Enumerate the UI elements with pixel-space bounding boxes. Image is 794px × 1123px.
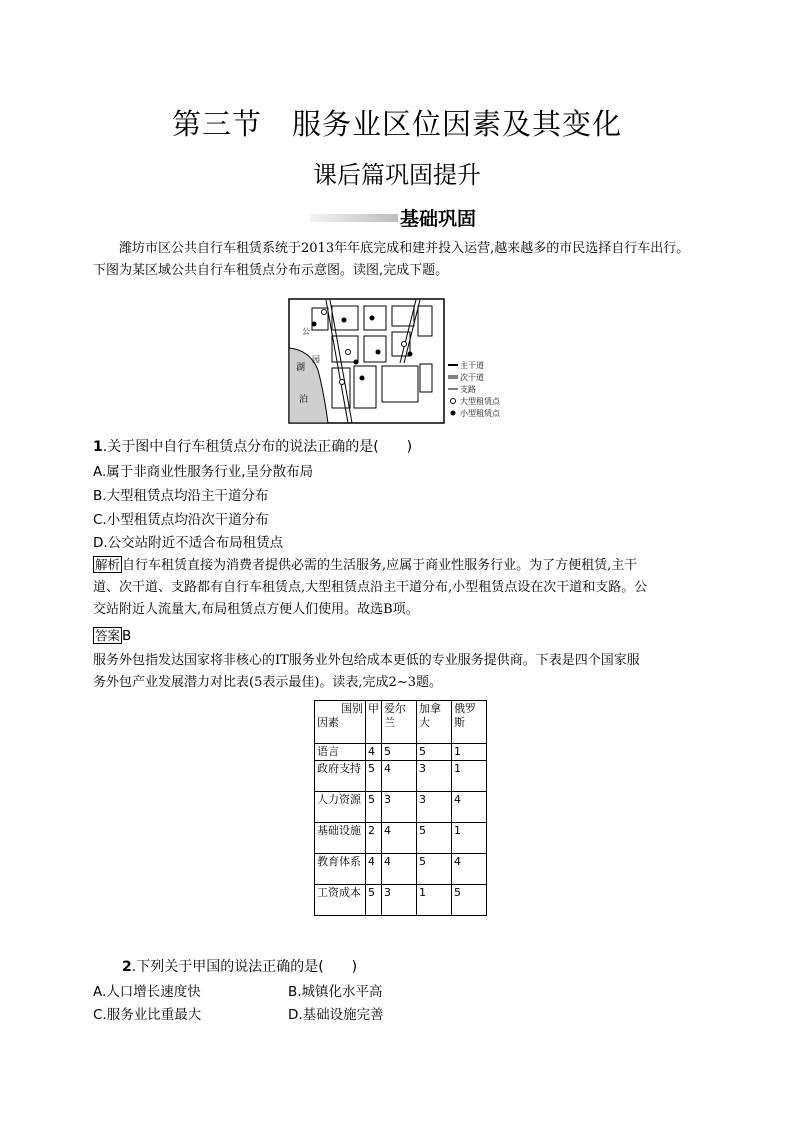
table-corner-cell <box>315 701 366 744</box>
question-1-option-d[interactable]: D.公交站附近不适合布局租赁点 <box>93 535 284 551</box>
table-row <box>315 792 487 823</box>
section-title: 基础巩固 <box>400 208 477 230</box>
question-2-option-b[interactable]: B.城镇化水平高 <box>288 984 383 1000</box>
question-2-stem <box>122 956 357 976</box>
legend-branch-road-label: 支路 <box>460 385 476 394</box>
rental-map <box>288 298 518 426</box>
question-2-option-d[interactable]: D.基础设施完善 <box>288 1007 384 1023</box>
legend-large-station-label: 大型租赁点 <box>460 397 500 406</box>
legend-secondary-road-label: 次干道 <box>460 373 484 382</box>
cell: 5 <box>417 744 452 761</box>
legend-main-road-label: 主干道 <box>460 361 484 370</box>
legend-small-station-label: 小型租赁点 <box>460 409 500 418</box>
row-factor: 语言 <box>315 744 366 761</box>
row-factor: 工资成本 <box>315 885 366 916</box>
row-factor: 人力资源 <box>315 792 366 823</box>
intro-2-line-2: 务外包产业发展潜力对比表(5表示最佳)。读表,完成2~3题。 <box>93 675 442 690</box>
cell: 2 <box>366 823 382 854</box>
analysis-line-3: 交站附近人流量大,布局租赁点方便人们使用。故选B项。 <box>93 602 419 617</box>
question-1-option-c[interactable]: C.小型租赁点均沿次干道分布 <box>93 512 269 528</box>
question-1-answer <box>93 626 131 644</box>
cell: 5 <box>417 854 452 885</box>
analysis-line-1: 自行车租赁直接为消费者提供必需的生活服务,应属于商业性服务行业。为了方便租赁,主干 <box>122 558 638 573</box>
analysis-tag: 解析 <box>95 557 121 572</box>
page-subtitle: 课后篇巩固提升 <box>313 161 481 189</box>
map-legend <box>448 360 501 418</box>
answer-value: B <box>122 628 132 644</box>
cell: 3 <box>417 792 452 823</box>
cell: 4 <box>382 761 417 792</box>
cell: 3 <box>417 761 452 792</box>
table-row <box>315 744 487 761</box>
cell: 1 <box>417 885 452 916</box>
col-header-ireland: 爱尔兰 <box>382 701 417 744</box>
question-1-option-a[interactable]: A.属于非商业性服务行业,呈分散布局 <box>93 464 314 480</box>
header-country-label: 国别 <box>341 702 363 715</box>
page-title: 第三节 服务业区位因素及其变化 <box>171 107 622 141</box>
header-factor-label: 因素 <box>317 716 339 729</box>
intro-2-paragraph <box>93 650 697 694</box>
question-1-analysis <box>93 554 697 621</box>
cell: 4 <box>452 854 487 885</box>
analysis-line-2: 道、次干道、支路都有自行车租赁点,大型租赁点沿主干道分布,小型租赁点设在次干道和支路。公 <box>93 580 648 595</box>
cell: 4 <box>452 792 487 823</box>
cell: 4 <box>366 854 382 885</box>
cell: 4 <box>382 854 417 885</box>
cell: 4 <box>366 744 382 761</box>
question-2-option-c[interactable]: C.服务业比重最大 <box>93 1007 202 1023</box>
question-2-text: .下列关于甲国的说法正确的是( ) <box>131 959 358 975</box>
question-2-number: 2 <box>122 959 132 975</box>
row-factor: 教育体系 <box>315 854 366 885</box>
park-label-1: 公 <box>302 327 310 336</box>
question-1-stem <box>93 436 412 456</box>
cell: 5 <box>366 885 382 916</box>
row-factor: 政府支持 <box>315 761 366 792</box>
cell: 5 <box>417 823 452 854</box>
table-row <box>315 854 487 885</box>
intro-2-line-1: 服务外包指发达国家将非核心的IT服务业外包给成本更低的专业服务提供商。下表是四个国家服 <box>93 653 640 668</box>
comparison-table <box>314 700 487 916</box>
cell: 3 <box>382 885 417 916</box>
table-row <box>315 761 487 792</box>
table-header-row <box>315 701 487 744</box>
cell: 4 <box>382 823 417 854</box>
col-header-russia: 俄罗斯 <box>452 701 487 744</box>
table-row <box>315 885 487 916</box>
question-2-option-a[interactable]: A.人口增长速度快 <box>93 984 201 1000</box>
section-decoration-bar <box>310 214 398 222</box>
cell: 1 <box>452 744 487 761</box>
question-1-number: 1 <box>93 439 103 455</box>
table-row <box>315 823 487 854</box>
cell: 5 <box>382 744 417 761</box>
cell: 5 <box>452 885 487 916</box>
cell: 3 <box>382 792 417 823</box>
question-1-option-b[interactable]: B.大型租赁点均沿主干道分布 <box>93 488 269 504</box>
lake-label-2: 泊 <box>299 395 309 405</box>
cell: 5 <box>366 792 382 823</box>
rental-map-figure <box>288 298 518 426</box>
question-1-text: .关于图中自行车租赁点分布的说法正确的是( ) <box>102 439 413 455</box>
answer-tag: 答案 <box>95 628 121 643</box>
cell: 5 <box>366 761 382 792</box>
row-factor: 基础设施 <box>315 823 366 854</box>
col-header-jia: 甲 <box>366 701 382 744</box>
intro-paragraph: 潍坊市区公共自行车租赁系统于2013年年底完成和建并投入运营,越来越多的市民选择自行车出行。下图为某区域公共自行车租赁点分布示意图。读图,完成下题。 <box>93 241 690 278</box>
col-header-canada: 加拿大 <box>417 701 452 744</box>
cell: 1 <box>452 823 487 854</box>
lake-label-1: 湖 <box>296 363 306 373</box>
cell: 1 <box>452 761 487 792</box>
park-label-2: 园 <box>312 355 320 364</box>
comparison-table-wrap <box>314 700 487 916</box>
